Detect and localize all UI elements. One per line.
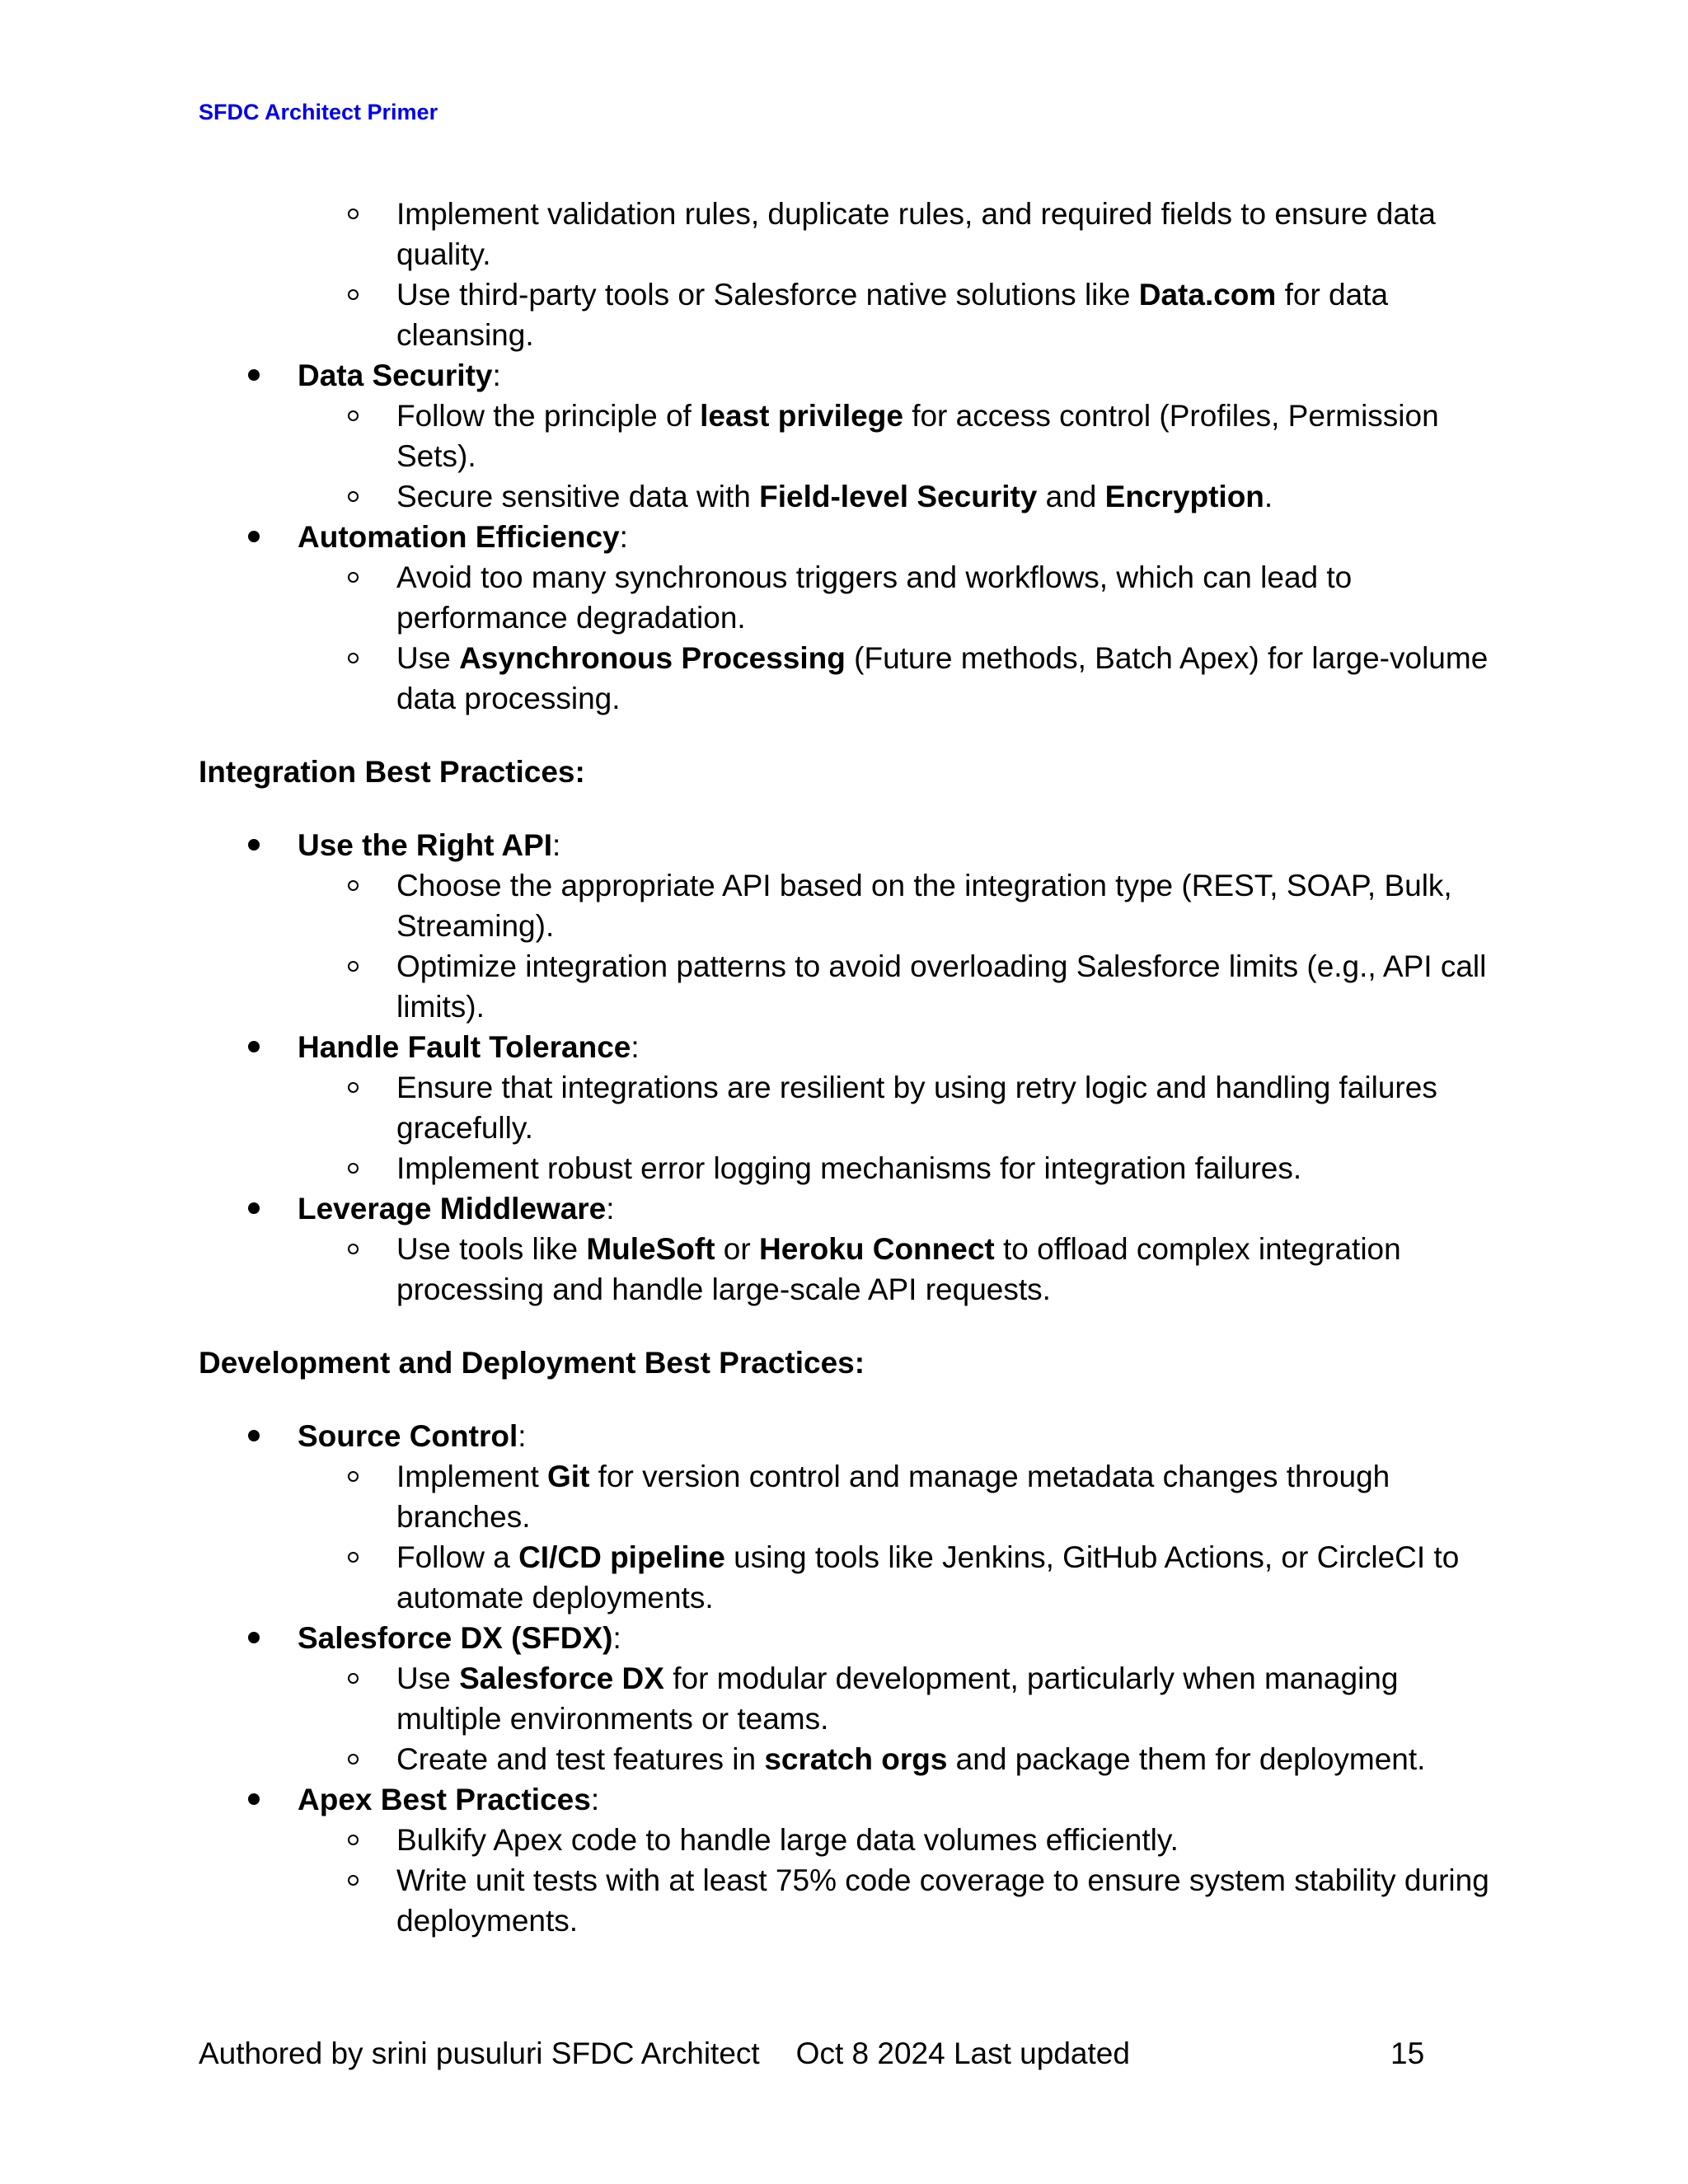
list-item-text: Optimize integration patterns to avoid overloading Salesforce limits (e.g., API call limits). xyxy=(396,949,1487,1024)
list-item-text: Leverage Middleware: xyxy=(298,1192,615,1226)
list-item xyxy=(199,1739,1501,1779)
hollow-bullet-icon xyxy=(348,1229,373,1269)
page-footer xyxy=(199,2036,1425,2072)
list-item-text: Use Asynchronous Processing (Future methods, Batch Apex) for large-volume data processing. xyxy=(396,641,1489,715)
hollow-bullet-icon xyxy=(348,1067,373,1108)
list-item xyxy=(199,1148,1501,1188)
list-item xyxy=(199,638,1501,719)
list-item-text: Data Security: xyxy=(298,359,501,392)
list-item-text: Secure sensitive data with Field-level Security and Encryption. xyxy=(396,480,1273,513)
hollow-bullet-icon xyxy=(348,865,373,906)
list-item xyxy=(199,476,1501,517)
footer-author: Authored by srini pusuluri SFDC Architect xyxy=(199,2036,760,2070)
list-item xyxy=(199,1820,1501,1860)
list-item-text: Use tools like MuleSoft or Heroku Connect to offload complex integration processing and handle large-scale API requests. xyxy=(396,1232,1401,1306)
list-item-text: Implement Git for version control and manage metadata changes through branches. xyxy=(396,1460,1390,1534)
list-item xyxy=(199,1860,1501,1941)
running-header: SFDC Architect Primer xyxy=(199,100,438,124)
bullet-icon xyxy=(248,1416,273,1456)
section-heading-integration: Integration Best Practices: xyxy=(199,755,585,789)
list-item-text: Apex Best Practices: xyxy=(298,1783,600,1816)
list-item-text: Implement robust error logging mechanisms for integration failures. xyxy=(396,1151,1302,1185)
list-item-middleware xyxy=(199,1188,1501,1229)
list-item-apex xyxy=(199,1779,1501,1820)
hollow-bullet-icon xyxy=(348,1739,373,1779)
list-item-text: Automation Efficiency: xyxy=(298,520,628,554)
list-item-text: Bulkify Apex code to handle large data volumes efficiently. xyxy=(396,1823,1179,1857)
list-item-text: Handle Fault Tolerance: xyxy=(298,1030,640,1064)
hollow-bullet-icon xyxy=(348,1537,373,1577)
hollow-bullet-icon xyxy=(348,1148,373,1188)
list-item-text: Create and test features in scratch orgs and package them for deployment. xyxy=(396,1742,1426,1776)
list-item xyxy=(199,274,1501,355)
list-item-text: Avoid too many synchronous triggers and workflows, which can lead to performance degradation. xyxy=(396,560,1353,635)
list-item-text: Ensure that integrations are resilient by using retry logic and handling failures gracefully. xyxy=(396,1071,1437,1145)
hollow-bullet-icon xyxy=(348,1820,373,1860)
footer-updated: Oct 8 2024 Last updated xyxy=(795,2036,1130,2070)
hollow-bullet-icon xyxy=(348,476,373,517)
list-item-text: Implement validation rules, duplicate rules, and required fields to ensure data quality. xyxy=(396,197,1436,271)
hollow-bullet-icon xyxy=(348,396,373,436)
list-item xyxy=(199,1067,1501,1148)
page-content xyxy=(199,194,1501,1941)
list-item xyxy=(199,396,1501,476)
list-item-text: Follow the principle of least privilege for access control (Profiles, Permission Sets). xyxy=(396,399,1439,473)
list-item-text: Source Control: xyxy=(298,1419,527,1453)
hollow-bullet-icon xyxy=(348,638,373,678)
list-item-automation-efficiency xyxy=(199,517,1501,557)
hollow-bullet-icon xyxy=(348,1456,373,1497)
list-item xyxy=(199,1537,1501,1618)
hollow-bullet-icon xyxy=(348,274,373,315)
bullet-icon xyxy=(248,517,273,557)
list-item-text: Write unit tests with at least 75% code coverage to ensure system stability during deployments. xyxy=(396,1863,1489,1938)
list-item-salesforce-dx xyxy=(199,1618,1501,1658)
list-item xyxy=(199,1229,1501,1310)
hollow-bullet-icon xyxy=(348,1658,373,1699)
list-item-text: Use Salesforce DX for modular development, particularly when managing multiple environments or teams. xyxy=(396,1661,1399,1736)
bullet-icon xyxy=(248,825,273,865)
list-item xyxy=(199,194,1501,274)
bullet-icon xyxy=(248,1027,273,1067)
list-item xyxy=(199,1456,1501,1537)
hollow-bullet-icon xyxy=(348,194,373,234)
list-item-text: Follow a CI/CD pipeline using tools like Jenkins, GitHub Actions, or CircleCI to automate deployments. xyxy=(396,1540,1460,1615)
list-item-text: Use the Right API: xyxy=(298,828,561,862)
page-number: 15 xyxy=(1390,2036,1425,2070)
list-item xyxy=(199,865,1501,946)
bullet-icon xyxy=(248,1618,273,1658)
list-item-text: Choose the appropriate API based on the integration type (REST, SOAP, Bulk, Streaming). xyxy=(396,869,1452,943)
list-item-fault-tolerance xyxy=(199,1027,1501,1067)
list-item xyxy=(199,557,1501,638)
list-item xyxy=(199,1658,1501,1739)
bullet-icon xyxy=(248,1779,273,1820)
list-item-data-security xyxy=(199,355,1501,396)
hollow-bullet-icon xyxy=(348,946,373,987)
section-heading-development: Development and Deployment Best Practices: xyxy=(199,1346,865,1380)
list-item-right-api xyxy=(199,825,1501,865)
bullet-icon xyxy=(248,1188,273,1229)
list-item-text: Use third-party tools or Salesforce native solutions like Data.com for data cleansing. xyxy=(396,278,1389,352)
list-item xyxy=(199,946,1501,1027)
hollow-bullet-icon xyxy=(348,557,373,598)
list-item-text: Salesforce DX (SFDX): xyxy=(298,1621,621,1655)
bullet-icon xyxy=(248,355,273,396)
list-item-source-control xyxy=(199,1416,1501,1456)
hollow-bullet-icon xyxy=(348,1860,373,1900)
